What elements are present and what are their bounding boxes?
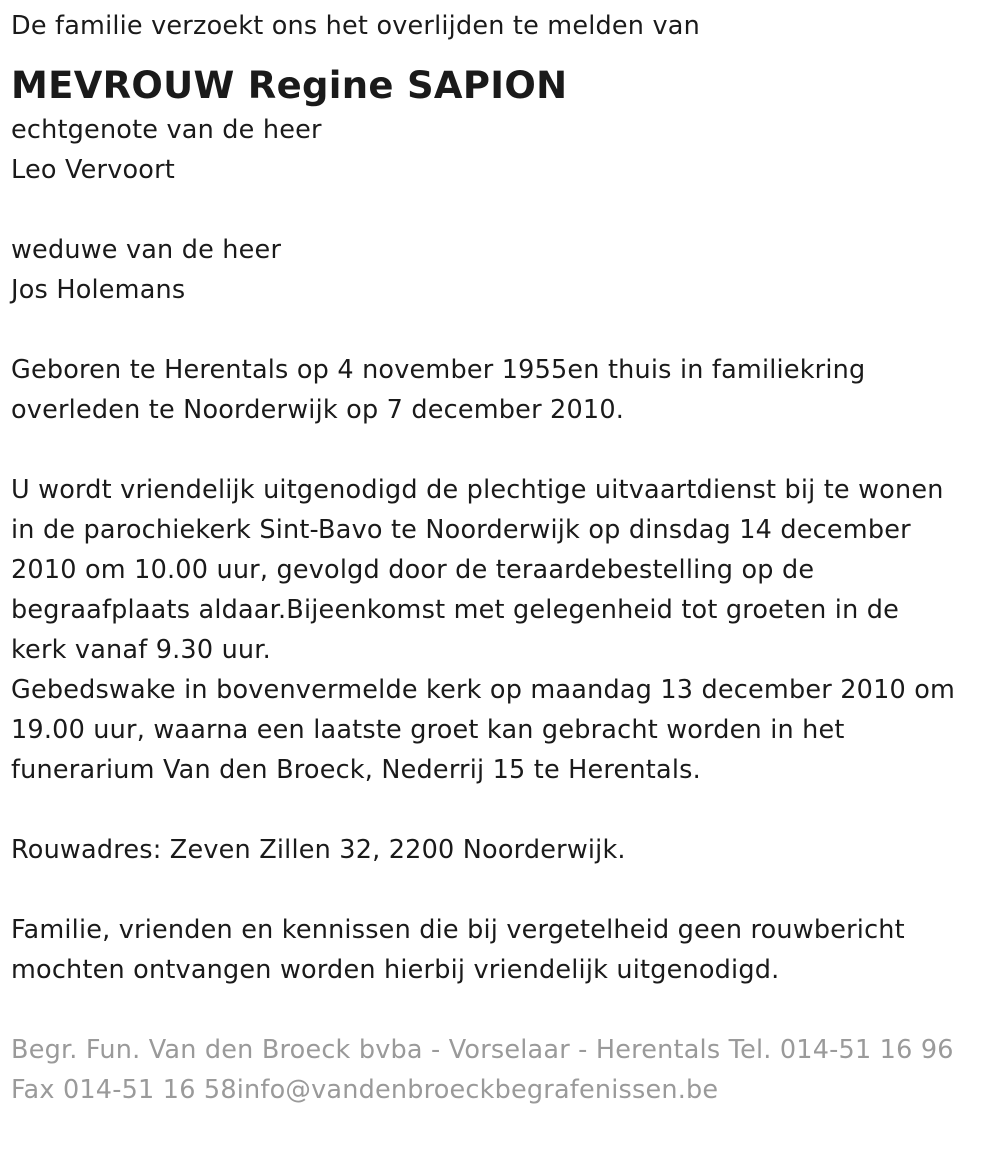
service-paragraph — [11, 470, 991, 790]
death-text: overleden te Noorderwijk op 7 december 2010. — [11, 395, 625, 425]
service-line: Gebedswake in bovenvermelde kerk op maandag 13 december 2010 om — [11, 675, 956, 705]
widow-name: Jos Holemans — [11, 275, 186, 305]
service-line: in de parochiekerk Sint-Bavo te Noorderwijk op dinsdag 14 december — [11, 515, 911, 545]
spacer — [11, 870, 991, 910]
spacer — [11, 310, 991, 350]
funeral-home-footer — [11, 1030, 991, 1110]
footer-fax-email-line: Fax 014-51 16 58info@vandenbroeckbegrafenissen.be — [11, 1075, 719, 1105]
spacer — [11, 790, 991, 830]
service-line: 19.00 uur, waarna een laatste groet kan gebracht worden in het — [11, 715, 845, 745]
footer-contact-line: Begr. Fun. Van den Broeck bvba - Vorselaar - Herentals Tel. 014-51 16 96 — [11, 1035, 954, 1065]
spacer — [11, 990, 991, 1030]
invitation-text: mochten ontvangen worden hierbij vriendelijk uitgenodigd. — [11, 955, 780, 985]
service-line: begraafplaats aldaar.Bijeenkomst met gelegenheid tot groeten in de — [11, 595, 900, 625]
service-line: U wordt vriendelijk uitgenodigd de plechtige uitvaartdienst bij te wonen — [11, 475, 944, 505]
service-line: funerarium Van den Broeck, Nederrij 15 te Herentals. — [11, 755, 701, 785]
service-line: kerk vanaf 9.30 uur. — [11, 635, 271, 665]
service-line: 2010 om 10.00 uur, gevolgd door de teraardebestelling op de — [11, 555, 815, 585]
spouse-relation: echtgenote van de heer — [11, 115, 322, 145]
invitation-text: Familie, vrienden en kennissen die bij vergetelheid geen rouwbericht — [11, 915, 905, 945]
mourning-address: Rouwadres: Zeven Zillen 32, 2200 Noorderwijk. — [11, 835, 626, 865]
spouse-name: Leo Vervoort — [11, 155, 175, 185]
intro-text: De familie verzoekt ons het overlijden te melden van — [11, 11, 700, 41]
spacer — [11, 190, 991, 230]
spacer — [11, 430, 991, 470]
birth-text: Geboren te Herentals op 4 november 1955en thuis in familiekring — [11, 355, 866, 385]
widow-relation: weduwe van de heer — [11, 235, 282, 265]
deceased-name: MEVROUW Regine SAPION — [11, 64, 568, 107]
